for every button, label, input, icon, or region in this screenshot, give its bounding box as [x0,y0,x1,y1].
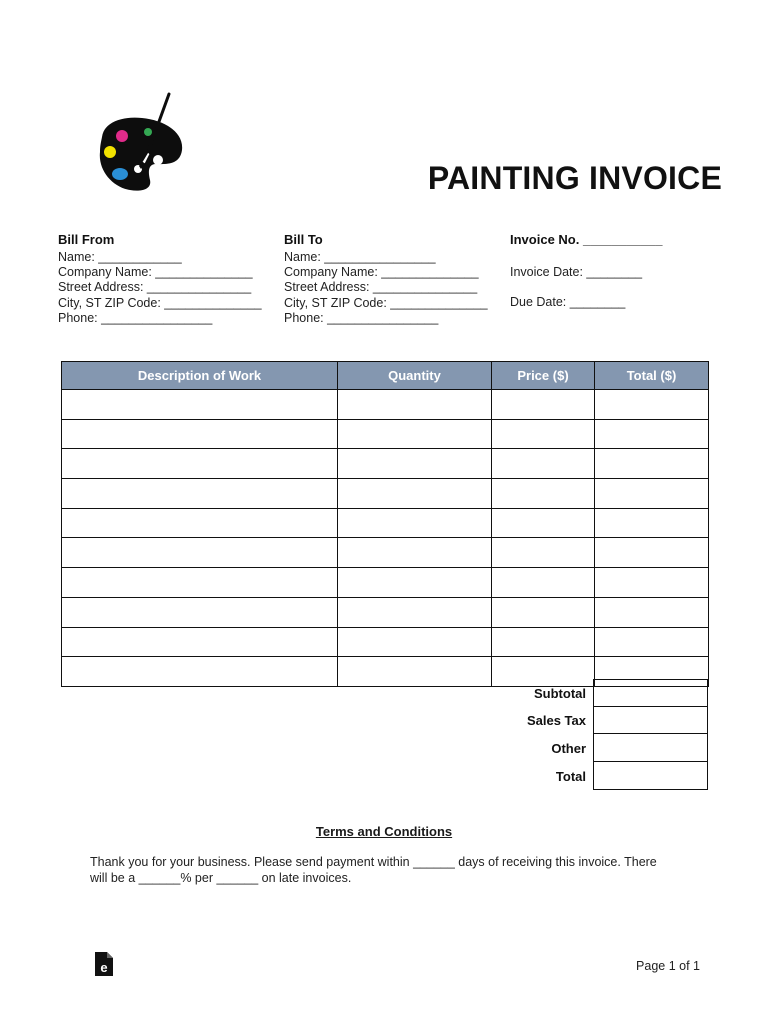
price-cell[interactable] [492,508,595,538]
price-cell[interactable] [492,449,595,479]
total-cell[interactable] [595,538,709,568]
quantity-cell[interactable] [338,538,492,568]
other-field[interactable] [593,734,708,762]
invoice-number: Invoice No. ___________ [510,232,663,247]
bill-from-heading: Bill From [58,232,115,247]
description-cell[interactable] [62,449,338,479]
total-cell[interactable] [595,449,709,479]
table-row [62,449,709,479]
price-cell[interactable] [492,568,595,598]
total-cell[interactable] [595,390,709,420]
quantity-cell[interactable] [338,390,492,420]
description-cell[interactable] [62,479,338,509]
sales-tax-label: Sales Tax [526,713,586,728]
terms-line-2: will be a ______% per ______ on late invoices. [90,870,352,885]
subtotal-field[interactable] [593,679,708,707]
total-cell[interactable] [595,508,709,538]
total-cell[interactable] [595,419,709,449]
table-row [62,419,709,449]
bill-to-city: City, ST ZIP Code: ______________ [284,295,488,310]
description-cell[interactable] [62,508,338,538]
page-number: Page 1 of 1 [636,959,700,973]
table-row [62,568,709,598]
table-row [62,538,709,568]
description-cell[interactable] [62,627,338,657]
table-row [62,627,709,657]
sales-tax-row [400,706,707,734]
description-cell[interactable] [62,597,338,627]
other-row [400,734,707,762]
total-field[interactable] [593,762,708,790]
quantity-cell[interactable] [338,508,492,538]
document-title: PAINTING INVOICE [427,160,722,196]
invoice-date: Invoice Date: ________ [510,265,643,279]
price-cell[interactable] [492,479,595,509]
paint-palette-icon [92,92,187,197]
description-cell[interactable] [62,538,338,568]
bill-from-phone: Phone: ________________ [58,310,213,325]
quantity-cell[interactable] [338,627,492,657]
sales-tax-field[interactable] [593,706,708,734]
header-price: Price ($) [492,362,595,390]
table-row [62,390,709,420]
bill-to-name: Name: ________________ [284,250,436,264]
total-cell[interactable] [595,597,709,627]
description-cell[interactable] [62,568,338,598]
invoice-info-section [510,232,663,247]
svg-text:e: e [100,960,108,975]
description-cell[interactable] [62,390,338,420]
price-cell[interactable] [492,627,595,657]
table-row [62,508,709,538]
bill-from-name: Name: ____________ [58,250,182,264]
bill-to-phone: Phone: ________________ [284,310,439,325]
subtotal-row [400,679,707,707]
header-total: Total ($) [595,362,709,390]
header-quantity: Quantity [338,362,492,390]
table-row [62,597,709,627]
bill-to-company: Company Name: ______________ [284,265,479,280]
document-e-icon [93,950,115,978]
total-label: Total [555,769,586,784]
price-cell[interactable] [492,597,595,627]
other-label: Other [551,741,586,756]
bill-from-city: City, ST ZIP Code: ______________ [58,295,262,310]
bill-to-street: Street Address: _______________ [284,280,478,295]
total-cell[interactable] [595,479,709,509]
price-cell[interactable] [492,390,595,420]
bill-to-heading: Bill To [284,232,323,247]
quantity-cell[interactable] [338,479,492,509]
bill-to-section [284,232,488,326]
bill-from-section [58,232,262,326]
due-date: Due Date: ________ [510,295,626,309]
bill-from-street: Street Address: _______________ [58,280,252,295]
quantity-cell[interactable] [338,449,492,479]
total-cell[interactable] [595,568,709,598]
quantity-cell[interactable] [338,419,492,449]
subtotal-label: Subtotal [534,686,586,701]
quantity-cell[interactable] [338,568,492,598]
invoice-items-table [61,361,709,687]
terms-line-1: Thank you for your business. Please send payment within ______ days of receiving this invoice. There [90,855,657,869]
header-description: Description of Work [62,362,338,390]
price-cell[interactable] [492,419,595,449]
total-row [400,762,707,790]
table-header-row [62,362,709,390]
terms-title: Terms and Conditions [315,824,453,839]
terms-body [90,855,680,886]
description-cell[interactable] [62,419,338,449]
description-cell[interactable] [62,657,338,687]
price-cell[interactable] [492,538,595,568]
total-cell[interactable] [595,627,709,657]
bill-from-company: Company Name: ______________ [58,265,253,280]
quantity-cell[interactable] [338,597,492,627]
table-row [62,479,709,509]
